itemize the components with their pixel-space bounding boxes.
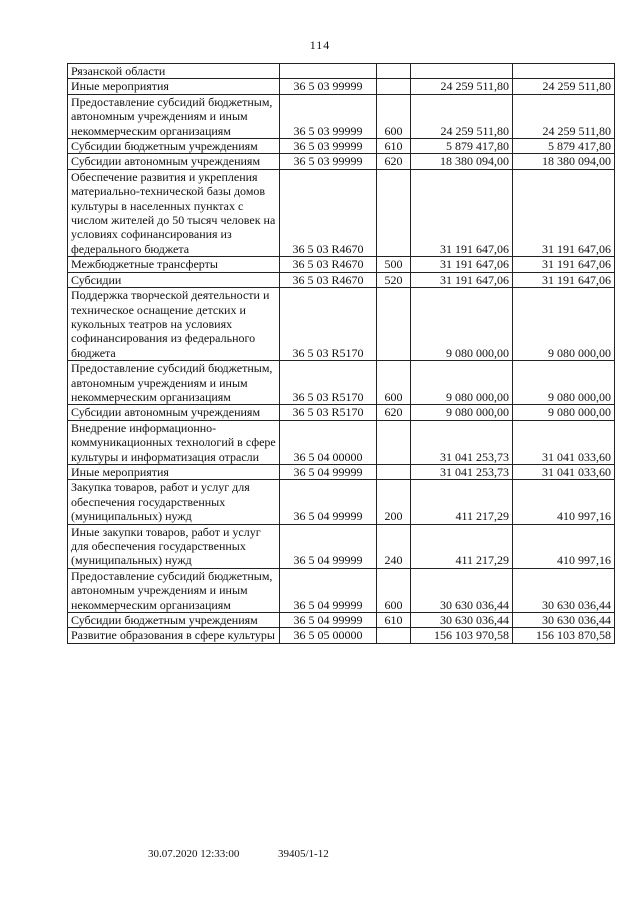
- row-amount-1-cell: 31 191 647,06: [411, 169, 513, 256]
- row-type-cell: [377, 464, 411, 479]
- table-row: [68, 272, 615, 287]
- row-code-cell: 36 5 03 99999: [280, 94, 377, 138]
- row-name-cell: Закупка товаров, работ и услуг для обеспечения государственных (муниципальных) нужд: [68, 480, 280, 524]
- row-amount-1-cell: 9 080 000,00: [411, 405, 513, 420]
- row-name-cell: Иные закупки товаров, работ и услуг для обеспечения государственных (муниципальных) нужд: [68, 524, 280, 568]
- row-amount-2-cell: 410 997,16: [513, 480, 615, 524]
- row-type-cell: 600: [377, 568, 411, 612]
- footer-date: 30.07.2020 12:33:00: [148, 848, 240, 860]
- row-amount-1-cell: 18 380 094,00: [411, 154, 513, 169]
- row-name-cell: Предоставление субсидий бюджетным, автономным учреждениям и иным некоммерческим организациям: [68, 361, 280, 405]
- row-amount-1-cell: 31 191 647,06: [411, 272, 513, 287]
- row-name-cell: Рязанской области: [68, 64, 280, 79]
- row-type-cell: 620: [377, 405, 411, 420]
- row-name-cell: Межбюджетные трансферты: [68, 257, 280, 272]
- row-amount-2-cell: 31 041 033,60: [513, 420, 615, 464]
- table-row: [68, 613, 615, 628]
- row-amount-1-cell: 411 217,29: [411, 524, 513, 568]
- budget-table: [67, 63, 615, 644]
- table-row: [68, 154, 615, 169]
- row-amount-2-cell: [513, 64, 615, 79]
- table-row: [68, 420, 615, 464]
- table-row: [68, 257, 615, 272]
- row-amount-2-cell: 9 080 000,00: [513, 405, 615, 420]
- row-name-cell: Субсидии автономным учреждениям: [68, 405, 280, 420]
- table-row: [68, 64, 615, 79]
- row-name-cell: Поддержка творческой деятельности и техническое оснащение детских и кукольных театров на условиях софинансирования из федерального бюджета: [68, 288, 280, 361]
- row-code-cell: 36 5 03 99999: [280, 79, 377, 94]
- row-amount-2-cell: 5 879 417,80: [513, 139, 615, 154]
- row-amount-1-cell: 411 217,29: [411, 480, 513, 524]
- row-amount-2-cell: 31 191 647,06: [513, 272, 615, 287]
- row-code-cell: 36 5 03 R5170: [280, 361, 377, 405]
- row-code-cell: 36 5 03 R5170: [280, 288, 377, 361]
- row-amount-2-cell: 30 630 036,44: [513, 568, 615, 612]
- row-amount-1-cell: 24 259 511,80: [411, 94, 513, 138]
- row-name-cell: Предоставление субсидий бюджетным, автономным учреждениям и иным некоммерческим организациям: [68, 568, 280, 612]
- row-code-cell: 36 5 03 R5170: [280, 405, 377, 420]
- row-type-cell: 610: [377, 613, 411, 628]
- row-name-cell: Внедрение информационно-коммуникационных технологий в сфере культуры и информатизация отрасли: [68, 420, 280, 464]
- row-code-cell: 36 5 05 00000: [280, 628, 377, 643]
- row-amount-2-cell: 30 630 036,44: [513, 613, 615, 628]
- row-amount-2-cell: 24 259 511,80: [513, 94, 615, 138]
- row-type-cell: [377, 79, 411, 94]
- row-code-cell: 36 5 03 R4670: [280, 169, 377, 256]
- row-type-cell: 600: [377, 94, 411, 138]
- table-row: [68, 628, 615, 643]
- row-amount-1-cell: 31 041 253,73: [411, 464, 513, 479]
- row-amount-1-cell: 24 259 511,80: [411, 79, 513, 94]
- table-row: [68, 405, 615, 420]
- row-name-cell: Субсидии: [68, 272, 280, 287]
- table-row: [68, 79, 615, 94]
- row-type-cell: 500: [377, 257, 411, 272]
- row-amount-1-cell: 9 080 000,00: [411, 288, 513, 361]
- row-name-cell: Иные мероприятия: [68, 79, 280, 94]
- row-amount-2-cell: 410 997,16: [513, 524, 615, 568]
- row-amount-1-cell: 156 103 970,58: [411, 628, 513, 643]
- row-name-cell: Субсидии бюджетным учреждениям: [68, 613, 280, 628]
- table-row: [68, 464, 615, 479]
- row-code-cell: 36 5 03 99999: [280, 139, 377, 154]
- row-amount-1-cell: 31 041 253,73: [411, 420, 513, 464]
- row-type-cell: [377, 288, 411, 361]
- row-type-cell: 600: [377, 361, 411, 405]
- row-amount-2-cell: 156 103 870,58: [513, 628, 615, 643]
- row-amount-1-cell: 30 630 036,44: [411, 568, 513, 612]
- row-code-cell: 36 5 03 R4670: [280, 257, 377, 272]
- row-type-cell: 240: [377, 524, 411, 568]
- row-code-cell: 36 5 03 99999: [280, 154, 377, 169]
- row-amount-2-cell: 31 191 647,06: [513, 169, 615, 256]
- row-code-cell: 36 5 04 99999: [280, 613, 377, 628]
- row-amount-2-cell: 24 259 511,80: [513, 79, 615, 94]
- row-type-cell: [377, 420, 411, 464]
- row-name-cell: Предоставление субсидий бюджетным, автономным учреждениям и иным некоммерческим организациям: [68, 94, 280, 138]
- table-row: [68, 524, 615, 568]
- table-row: [68, 568, 615, 612]
- row-code-cell: 36 5 04 99999: [280, 464, 377, 479]
- table-row: [68, 169, 615, 256]
- row-code-cell: [280, 64, 377, 79]
- row-amount-1-cell: 31 191 647,06: [411, 257, 513, 272]
- row-type-cell: 520: [377, 272, 411, 287]
- budget-table-body: [68, 64, 615, 644]
- footer-reference: 39405/1-12: [278, 848, 329, 860]
- row-type-cell: 200: [377, 480, 411, 524]
- row-amount-1-cell: 5 879 417,80: [411, 139, 513, 154]
- row-type-cell: 610: [377, 139, 411, 154]
- row-name-cell: Иные мероприятия: [68, 464, 280, 479]
- row-amount-2-cell: 31 191 647,06: [513, 257, 615, 272]
- row-amount-2-cell: 31 041 033,60: [513, 464, 615, 479]
- table-row: [68, 94, 615, 138]
- row-name-cell: Обеспечение развития и укрепления материально-технической базы домов культуры в населенных пунктах с числом жителей до 50 тысяч человек на условиях софинансирования из федерального бюджета: [68, 169, 280, 256]
- table-row: [68, 480, 615, 524]
- table-row: [68, 361, 615, 405]
- row-code-cell: 36 5 04 99999: [280, 568, 377, 612]
- row-amount-1-cell: [411, 64, 513, 79]
- row-amount-2-cell: 9 080 000,00: [513, 288, 615, 361]
- row-type-cell: [377, 64, 411, 79]
- row-name-cell: Субсидии автономным учреждениям: [68, 154, 280, 169]
- table-row: [68, 288, 615, 361]
- row-code-cell: 36 5 04 00000: [280, 420, 377, 464]
- table-row: [68, 139, 615, 154]
- row-type-cell: [377, 628, 411, 643]
- row-code-cell: 36 5 04 99999: [280, 480, 377, 524]
- page-number: 114: [309, 38, 331, 52]
- row-amount-1-cell: 30 630 036,44: [411, 613, 513, 628]
- row-code-cell: 36 5 04 99999: [280, 524, 377, 568]
- row-amount-2-cell: 9 080 000,00: [513, 361, 615, 405]
- row-type-cell: 620: [377, 154, 411, 169]
- row-name-cell: Развитие образования в сфере культуры: [68, 628, 280, 643]
- row-amount-2-cell: 18 380 094,00: [513, 154, 615, 169]
- row-name-cell: Субсидии бюджетным учреждениям: [68, 139, 280, 154]
- row-type-cell: [377, 169, 411, 256]
- row-amount-1-cell: 9 080 000,00: [411, 361, 513, 405]
- row-code-cell: 36 5 03 R4670: [280, 272, 377, 287]
